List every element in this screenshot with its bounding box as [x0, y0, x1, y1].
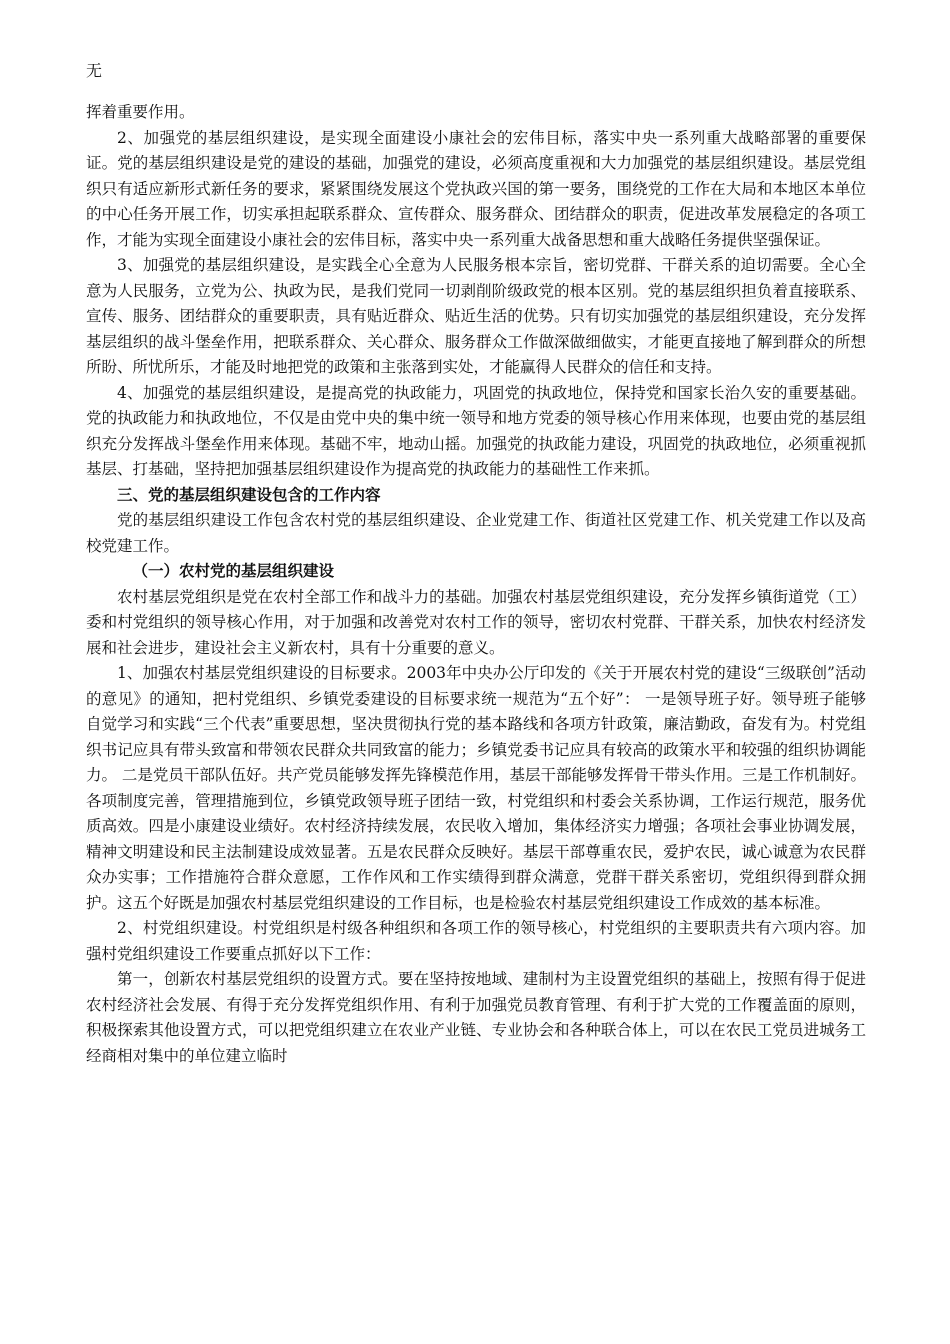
section-heading: 三、党的基层组织建设包含的工作内容	[117, 485, 381, 504]
paragraph-first-point: 第一，创新农村基层党组织的设置方式。要在坚持按地域、建制村为主设置党组织的基础上，按照有得于促进农村经济社会发展、有得于充分发挥党组织作用、有利于加强党员教育管理、有利于扩大党的工作覆盖面的原则，积极探索其他设置方式，可以把党组织建立在农业产业链、专业协会和各种联合体上，可以在农民工党员进城务工经商相对集中的单位建立临时	[86, 970, 866, 1065]
paragraph-rural-intro: 农村基层党组织是党在农村全部工作和战斗力的基础。加强农村基层党组织建设，充分发挥乡镇街道党（工）委和村党组织的领导核心作用，对于加强和改善党对农村工作的领导，密切农村党群、干群关系，加快农村经济发展和社会进步，建设社会主义新农村，具有十分重要的意义。	[86, 587, 866, 657]
paragraph-point-2: 2、加强党的基层组织建设，是实现全面建设小康社会的宏伟目标，落实中央一系列重大战略部署的重要保证。党的基层组织建设是党的建设的基础，加强党的建设，必须高度重视和大力加强党的基层组织建设。基层党组织只有适应新形式新任务的要求，紧紧围绕发展这个党执政兴国的第一要务，围绕党的工作在大局和本地区本单位的中心任务开展工作，切实承担起联系群众、宣传群众、服务群众、团结群众的职责，促进改革发展稳定的各项工作，才能为实现全面建设小康社会的宏伟目标，落实中央一系列重大战备思想和重大战略任务提供坚强保证。	[86, 128, 866, 249]
paragraph-point-3: 3、加强党的基层组织建设，是实践全心全意为人民服务根本宗旨，密切党群、干群关系的迫切需要。全心全意为人民服务，立党为公、执政为民，是我们党同一切剥削阶级政党的根本区别。党的基层组织担负着直接联系、宣传、服务、团结群众的重要职责，具有贴近群众、贴近生活的优势。只有切实加强党的基层组织建设，充分发挥基层组织的战斗堡垒作用，把联系群众、关心群众、服务群众工作做深做细做实，才能更直接地了解到群众的所想所盼、所忧所乐，才能及时地把党的政策和主张落到实处，才能赢得人民群众的信任和支持。	[86, 256, 866, 376]
paragraph-goal-requirements: 1、加强农村基层党组织建设的目标要求。2003年中央办公厅印发的《关于开展农村党的建设“三级联创”活动的意见》的通知，把村党组织、乡镇党委建设的目标要求统一规范为“五个好”： 一是领导班子好。领导班子能够自觉学习和实践“三个代表”重要思想，坚决贯彻执行党的基本路线和各项方针政策，廉洁勤政，奋发有为。村党组织书记应具有带头致富和带领农民群众共同致富的能力；乡镇党委书记应具有较高的政策水平和较强的组织协调能力。 二是党员干部队伍好。共产党员能够发挥先锋模范作用，基层干部能够发挥骨干带头作用。三是工作机制好。各项制度完善，管理措施到位，乡镇党政领导班子团结一致，村党组织和村委会关系协调，工作运行规范，服务优质高效。四是小康建设业绩好。农村经济持续发展，农民收入增加，集体经济实力增强；各项社会事业协调发展，精神文明建设和民主法制建设成效显著。五是农民群众反映好。基层干部尊重农民，爱护农民，诚心诚意为农民群众办实事；工作措施符合群众意愿，工作作风和工作实绩得到群众满意，党群干群关系密切，党组织得到群众拥护。这五个好既是加强农村基层党组织建设的工作目标，也是检验农村基层党组织建设工作成效的基本标准。	[86, 664, 866, 912]
header-mark: 无	[86, 61, 103, 80]
document-page	[86, 58, 866, 1069]
subsection-heading: （一）农村党的基层组织建设	[132, 562, 335, 580]
paragraph-point-4: 4、加强党的基层组织建设，是提高党的执政能力，巩固党的执政地位，保持党和国家长治久安的重要基础。党的执政能力和执政地位，不仅是由党中央的集中统一领导和地方党委的领导核心作用来体现，也要由党的基层组织充分发挥战斗堡垒作用来体现。基础不牢，地动山摇。加强党的执政能力建设，巩固党的执政地位，必须重视抓基层、打基础，坚持把加强基层组织建设作为提高党的执政能力的基础性工作来抓。	[86, 383, 866, 478]
paragraph-village-org: 2、村党组织建设。村党组织是村级各种组织和各项工作的领导核心，村党组织的主要职责共有六项内容。加强村党组织建设工作要重点抓好以下工作：	[86, 919, 866, 963]
section-intro: 党的基层组织建设工作包含农村党的基层组织建设、企业党建工作、街道社区党建工作、机关党建工作以及高校党建工作。	[86, 511, 866, 555]
paragraph-continuation: 挥着重要作用。	[86, 103, 195, 121]
